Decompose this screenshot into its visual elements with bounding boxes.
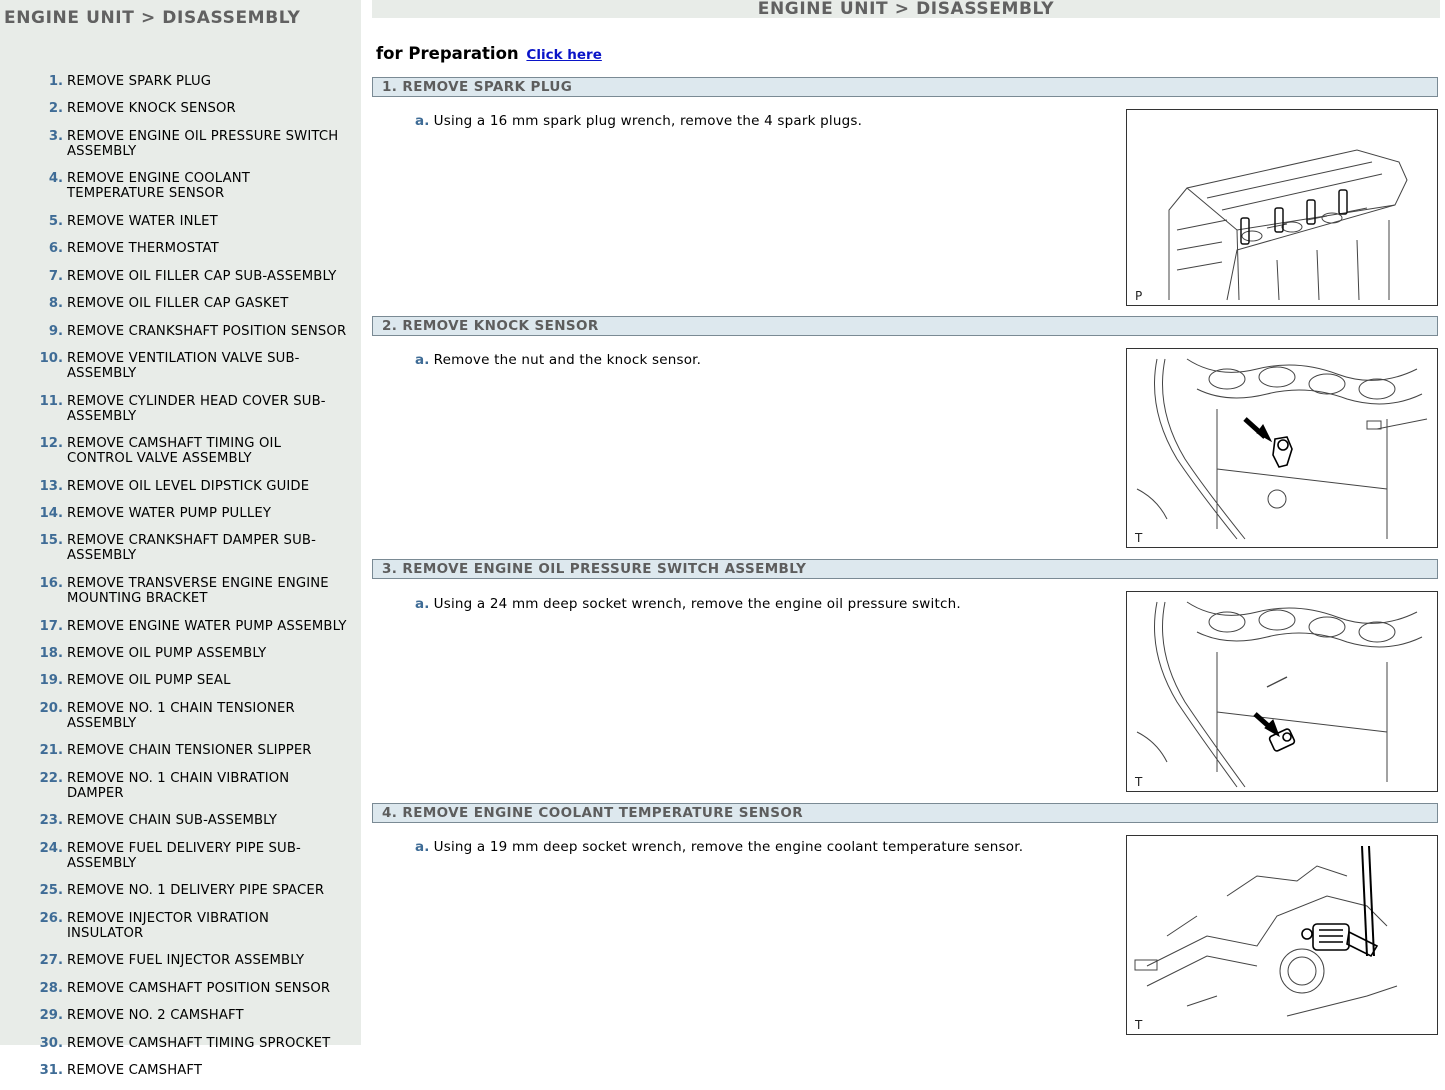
- toc-item-label[interactable]: REMOVE ENGINE WATER PUMP ASSEMBLY: [67, 618, 347, 634]
- toc-item[interactable]: [0, 619, 361, 634]
- knock-sensor-illustration: [1127, 349, 1439, 549]
- toc-item-label[interactable]: REMOVE CAMSHAFT: [67, 1062, 203, 1078]
- toc-item[interactable]: [0, 646, 361, 661]
- toc-item[interactable]: [0, 1036, 361, 1051]
- toc-item-label[interactable]: REMOVE OIL FILLER CAP GASKET: [67, 296, 289, 312]
- toc-item-number: 2.: [48, 101, 63, 117]
- toc-item-number: 31.: [39, 1062, 63, 1078]
- oil-pressure-switch-illustration: [1127, 592, 1439, 793]
- toc-item-number: 25.: [39, 883, 63, 899]
- toc-item-label[interactable]: REMOVE CAMSHAFT TIMING SPROCKET: [67, 1035, 331, 1051]
- toc-item-number: 9.: [48, 323, 63, 339]
- step-letter: a.: [415, 596, 430, 612]
- figure-label: T: [1135, 531, 1143, 545]
- toc-item-number: 8.: [48, 296, 63, 312]
- toc-item[interactable]: [0, 673, 361, 688]
- step-letter: a.: [415, 352, 430, 368]
- preparation-label: for Preparation: [376, 44, 519, 63]
- toc-item[interactable]: [0, 883, 361, 898]
- sidebar: [0, 0, 361, 1078]
- toc-item[interactable]: [0, 324, 361, 339]
- step-text: Using a 19 mm deep socket wrench, remove the engine coolant temperature sensor.: [433, 839, 1024, 855]
- toc-item-label[interactable]: REMOVE CRANKSHAFT DAMPER SUB-ASSEMBLY: [67, 533, 316, 564]
- toc-item-label[interactable]: REMOVE WATER INLET: [67, 213, 218, 229]
- toc-item-number: 7.: [48, 268, 63, 284]
- toc-item-number: 18.: [39, 646, 63, 662]
- section-header-knock-sensor: 2. REMOVE KNOCK SENSOR: [372, 316, 1438, 336]
- coolant-temperature-sensor-illustration: [1127, 836, 1439, 1036]
- section-header-spark-plug: 1. REMOVE SPARK PLUG: [372, 77, 1438, 97]
- toc-item-number: 27.: [39, 953, 63, 969]
- toc-item-number: 1.: [48, 74, 63, 89]
- toc-item[interactable]: [0, 771, 361, 801]
- figure-knock-sensor: [1126, 348, 1438, 548]
- toc-item[interactable]: [0, 351, 361, 381]
- figure-label: T: [1135, 1018, 1143, 1032]
- step-oil-pressure-switch: [415, 596, 961, 612]
- toc-item[interactable]: [0, 506, 361, 521]
- toc-item[interactable]: [0, 436, 361, 466]
- step-coolant-temperature-sensor: [415, 839, 1023, 855]
- toc-item[interactable]: [0, 1008, 361, 1023]
- toc-item-number: 11.: [39, 393, 63, 409]
- toc-item-label[interactable]: REMOVE OIL FILLER CAP SUB-ASSEMBLY: [67, 268, 337, 284]
- toc-item-number: 13.: [39, 478, 63, 494]
- toc-item-number: 6.: [48, 241, 63, 257]
- toc-item-label[interactable]: REMOVE OIL PUMP ASSEMBLY: [67, 646, 267, 662]
- toc-item[interactable]: [0, 394, 361, 424]
- toc-item[interactable]: [0, 813, 361, 828]
- step-letter: a.: [415, 839, 430, 855]
- toc-item-label[interactable]: REMOVE KNOCK SENSOR: [67, 101, 236, 117]
- toc-item-number: 19.: [39, 673, 63, 689]
- toc-item[interactable]: [0, 911, 361, 941]
- preparation-link[interactable]: Click here: [526, 47, 602, 63]
- toc-item-label[interactable]: REMOVE NO. 1 CHAIN VIBRATION DAMPER: [67, 770, 290, 801]
- toc-item-number: 22.: [39, 770, 63, 786]
- toc-item[interactable]: [0, 269, 361, 284]
- toc-item-label[interactable]: REMOVE NO. 1 CHAIN TENSIONER ASSEMBLY: [67, 700, 295, 731]
- toc-item-number: 29.: [39, 1008, 63, 1024]
- toc-item-label[interactable]: REMOVE CYLINDER HEAD COVER SUB-ASSEMBLY: [67, 393, 326, 424]
- sidebar-title: ENGINE UNIT > DISASSEMBLY: [4, 8, 301, 28]
- table-of-contents: [0, 74, 361, 1090]
- toc-item[interactable]: [0, 1063, 361, 1078]
- step-text: Remove the nut and the knock sensor.: [433, 352, 702, 368]
- section-header-oil-pressure-switch: 3. REMOVE ENGINE OIL PRESSURE SWITCH ASSEMBLY: [372, 559, 1438, 579]
- toc-item-label[interactable]: REMOVE TRANSVERSE ENGINE ENGINE MOUNTING BRACKET: [67, 576, 329, 607]
- toc-item-number: 26.: [39, 910, 63, 926]
- toc-item-number: 30.: [39, 1035, 63, 1051]
- toc-item-label[interactable]: REMOVE CAMSHAFT TIMING OIL CONTROL VALVE ASSEMBLY: [67, 436, 282, 467]
- toc-item[interactable]: [0, 701, 361, 731]
- toc-item[interactable]: [0, 841, 361, 871]
- toc-item-label[interactable]: REMOVE CAMSHAFT POSITION SENSOR: [67, 980, 331, 996]
- toc-item[interactable]: [0, 479, 361, 494]
- toc-item-number: 14.: [39, 506, 63, 522]
- toc-item-number: 17.: [39, 618, 63, 634]
- toc-item-label[interactable]: REMOVE CHAIN TENSIONER SLIPPER: [67, 743, 312, 759]
- toc-item-number: 15.: [39, 533, 63, 549]
- toc-item-label[interactable]: REMOVE CHAIN SUB-ASSEMBLY: [67, 813, 278, 829]
- toc-item-number: 4.: [48, 171, 63, 187]
- toc-item-number: 28.: [39, 980, 63, 996]
- toc-item-label[interactable]: REMOVE OIL PUMP SEAL: [67, 673, 231, 689]
- toc-item-label[interactable]: REMOVE ENGINE COOLANT TEMPERATURE SENSOR: [67, 171, 250, 202]
- toc-item-number: 23.: [39, 813, 63, 829]
- toc-item[interactable]: [0, 214, 361, 229]
- toc-item-number: 3.: [48, 128, 63, 144]
- step-text: Using a 24 mm deep socket wrench, remove the engine oil pressure switch.: [433, 596, 961, 612]
- figure-coolant-temperature-sensor: [1126, 835, 1438, 1035]
- toc-item-number: 5.: [48, 213, 63, 229]
- step-text: Using a 16 mm spark plug wrench, remove the 4 spark plugs.: [433, 113, 863, 129]
- page-title: ENGINE UNIT > DISASSEMBLY: [757, 0, 1055, 19]
- figure-spark-plug: [1126, 109, 1438, 306]
- toc-item-label[interactable]: REMOVE FUEL INJECTOR ASSEMBLY: [67, 953, 305, 969]
- toc-item-number: 21.: [39, 743, 63, 759]
- toc-item-number: 10.: [39, 350, 63, 366]
- toc-item[interactable]: [0, 953, 361, 968]
- figure-label: P: [1135, 289, 1143, 303]
- toc-item[interactable]: [0, 171, 361, 201]
- step-letter: a.: [415, 113, 430, 129]
- toc-item[interactable]: [0, 576, 361, 606]
- toc-item[interactable]: [0, 533, 361, 563]
- preparation-line: [376, 44, 602, 63]
- figure-label: T: [1135, 775, 1143, 789]
- step-knock-sensor: [415, 352, 701, 368]
- toc-item-label[interactable]: REMOVE THERMOSTAT: [67, 241, 219, 257]
- step-spark-plug: [415, 113, 862, 129]
- toc-item-label[interactable]: REMOVE OIL LEVEL DIPSTICK GUIDE: [67, 478, 310, 494]
- toc-item[interactable]: [0, 296, 361, 311]
- section-header-coolant-temperature-sensor: 4. REMOVE ENGINE COOLANT TEMPERATURE SENSOR: [372, 803, 1438, 823]
- toc-item-number: 16.: [39, 576, 63, 592]
- toc-item[interactable]: [0, 74, 361, 89]
- toc-item-label[interactable]: REMOVE NO. 1 DELIVERY PIPE SPACER: [67, 883, 325, 899]
- toc-item[interactable]: [0, 981, 361, 996]
- toc-item-label[interactable]: REMOVE FUEL DELIVERY PIPE SUB-ASSEMBLY: [67, 840, 301, 871]
- toc-item[interactable]: [0, 743, 361, 758]
- toc-item-label[interactable]: REMOVE CRANKSHAFT POSITION SENSOR: [67, 323, 347, 339]
- toc-item[interactable]: [0, 241, 361, 256]
- figure-oil-pressure-switch: [1126, 591, 1438, 792]
- toc-item-label[interactable]: REMOVE WATER PUMP PULLEY: [67, 506, 272, 522]
- toc-item-label[interactable]: REMOVE ENGINE OIL PRESSURE SWITCH ASSEMBLY: [67, 128, 339, 159]
- toc-item-label[interactable]: REMOVE VENTILATION VALVE SUB-ASSEMBLY: [67, 350, 300, 381]
- toc-item[interactable]: [0, 129, 361, 159]
- spark-plug-illustration: [1127, 110, 1439, 307]
- toc-item-label[interactable]: REMOVE SPARK PLUG: [67, 74, 212, 89]
- toc-item-label[interactable]: REMOVE INJECTOR VIBRATION INSULATOR: [67, 910, 270, 941]
- toc-item-number: 20.: [39, 700, 63, 716]
- toc-item-number: 24.: [39, 840, 63, 856]
- toc-item-number: 12.: [39, 436, 63, 452]
- toc-item[interactable]: [0, 101, 361, 116]
- toc-item-label[interactable]: REMOVE NO. 2 CAMSHAFT: [67, 1008, 244, 1024]
